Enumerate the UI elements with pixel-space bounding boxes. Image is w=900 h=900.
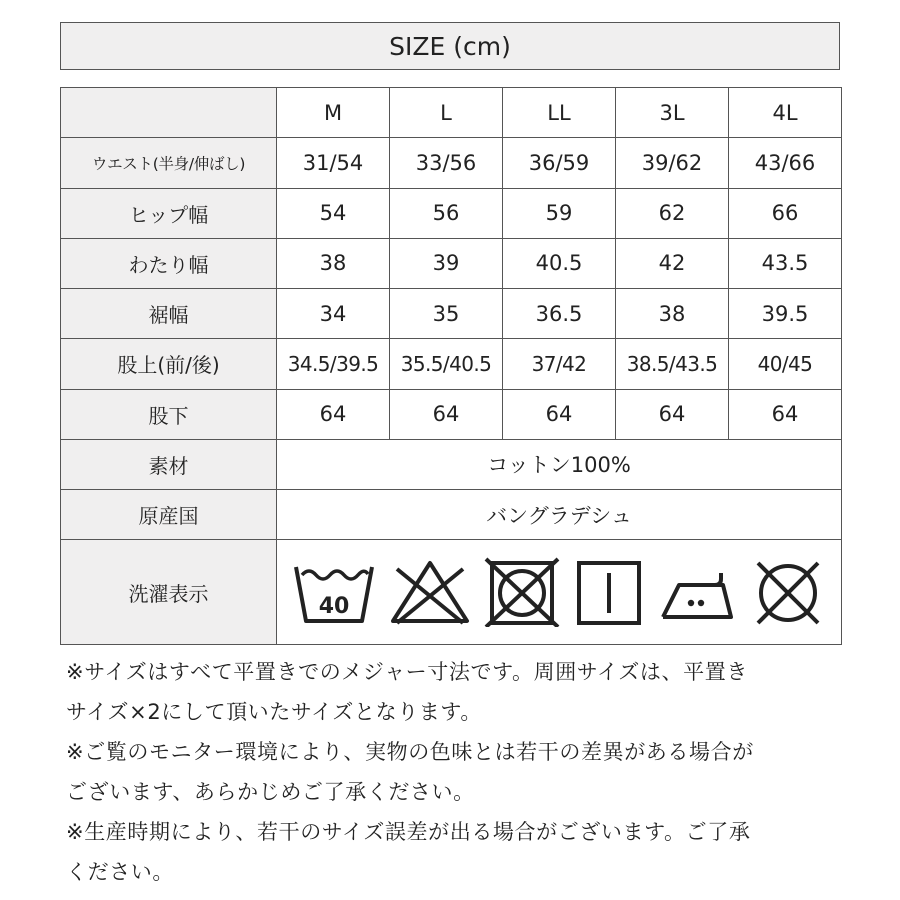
row-label-material: 素材 — [61, 439, 277, 489]
row-label-rise: 股上(前/後) — [61, 339, 277, 389]
size-header-3l: 3L — [616, 88, 729, 138]
table-row-origin — [61, 490, 842, 540]
table-row-care — [61, 540, 842, 645]
table-row-hip — [61, 188, 842, 238]
inseam-ll: 64 — [503, 389, 616, 439]
hip-l: 56 — [390, 188, 503, 238]
rise-ll: 37/42 — [503, 339, 616, 389]
table-row-inseam — [61, 389, 842, 439]
hem-3l: 38 — [616, 289, 729, 339]
note-line: サイズ×2にして頂いたサイズとなります。 — [66, 700, 482, 724]
header-corner-cell — [61, 88, 277, 138]
note-line: ございます、あらかじめご了承ください。 — [66, 780, 475, 804]
table-row-waist — [61, 138, 842, 188]
row-label-waist: ウエスト(半身/伸ばし) — [61, 138, 277, 188]
wash-40-icon — [292, 557, 376, 627]
origin-value: バングラデシュ — [277, 490, 842, 540]
note-line: ※生産時期により、若干のサイズ誤差が出る場合がございます。ご了承 — [66, 820, 751, 844]
hem-ll: 36.5 — [503, 289, 616, 339]
row-label-inseam: 股下 — [61, 389, 277, 439]
thigh-4l: 43.5 — [729, 238, 842, 288]
waist-ll: 36/59 — [503, 138, 616, 188]
size-chart-title: SIZE (cm) — [60, 22, 840, 70]
row-label-hip: ヒップ幅 — [61, 188, 277, 238]
hip-m: 54 — [277, 188, 390, 238]
size-header-row — [61, 88, 842, 138]
note-line: ※ご覧のモニター環境により、実物の色味とは若干の差異がある場合が — [66, 740, 754, 764]
hem-m: 34 — [277, 289, 390, 339]
inseam-3l: 64 — [616, 389, 729, 439]
rise-3l: 38.5/43.5 — [616, 339, 729, 389]
size-header-l: L — [390, 88, 503, 138]
rise-4l: 40/45 — [729, 339, 842, 389]
row-label-origin: 原産国 — [61, 490, 277, 540]
waist-4l: 43/66 — [729, 138, 842, 188]
note-line: ください。 — [66, 860, 174, 884]
waist-3l: 39/62 — [616, 138, 729, 188]
size-header-4l: 4L — [729, 88, 842, 138]
size-table — [60, 87, 842, 645]
material-value: コットン100% — [277, 439, 842, 489]
rise-l: 35.5/40.5 — [390, 339, 503, 389]
row-label-hem: 裾幅 — [61, 289, 277, 339]
table-row-thigh — [61, 238, 842, 288]
rise-m: 34.5/39.5 — [277, 339, 390, 389]
table-row-rise — [61, 339, 842, 389]
hip-4l: 66 — [729, 188, 842, 238]
table-row-hem — [61, 289, 842, 339]
iron-medium-icon — [657, 557, 737, 627]
no-bleach-icon — [389, 557, 471, 627]
thigh-ll: 40.5 — [503, 238, 616, 288]
no-tumble-dry-icon — [484, 557, 560, 627]
notes — [66, 652, 886, 892]
inseam-l: 64 — [390, 389, 503, 439]
waist-l: 33/56 — [390, 138, 503, 188]
inseam-m: 64 — [277, 389, 390, 439]
care-symbols — [277, 540, 841, 644]
thigh-3l: 42 — [616, 238, 729, 288]
inseam-4l: 64 — [729, 389, 842, 439]
hip-ll: 59 — [503, 188, 616, 238]
note-line: ※サイズはすべて平置きでのメジャー寸法です。周囲サイズは、平置き — [66, 660, 748, 684]
hip-3l: 62 — [616, 188, 729, 238]
care-symbols-cell — [277, 540, 842, 645]
thigh-m: 38 — [277, 238, 390, 288]
no-dry-clean-icon — [750, 557, 826, 627]
row-label-care: 洗濯表示 — [61, 540, 277, 645]
waist-m: 31/54 — [277, 138, 390, 188]
hem-4l: 39.5 — [729, 289, 842, 339]
row-label-thigh: わたり幅 — [61, 238, 277, 288]
line-dry-icon — [574, 557, 644, 627]
table-row-material — [61, 439, 842, 489]
wash-temperature: 40 — [318, 594, 349, 620]
thigh-l: 39 — [390, 238, 503, 288]
size-header-m: M — [277, 88, 390, 138]
size-header-ll: LL — [503, 88, 616, 138]
hem-l: 35 — [390, 289, 503, 339]
